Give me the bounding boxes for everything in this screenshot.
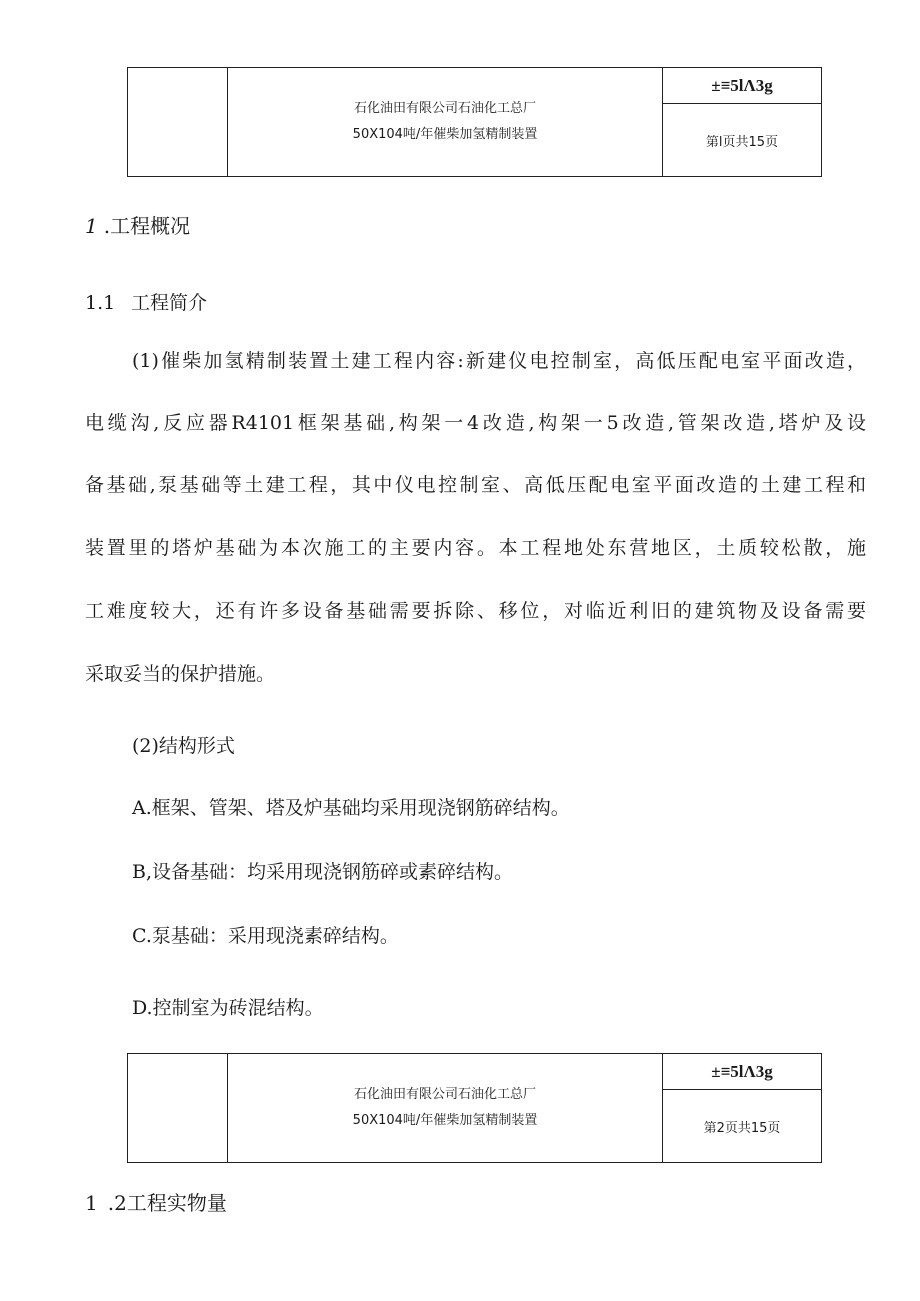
page-header-table xyxy=(127,1053,822,1163)
structure-heading: (2)结构形式 xyxy=(132,735,235,757)
header-unit: 50X104吨/年催柴加氢精制装置 xyxy=(352,1113,538,1128)
subsection-number: 1 xyxy=(85,1191,98,1215)
header-info-cell xyxy=(663,1054,821,1162)
header-doc-code: ±≡5lΛ3g xyxy=(663,68,821,104)
header-doc-code: ±≡5lΛ3g xyxy=(663,1054,821,1090)
header-title-cell xyxy=(228,1054,663,1162)
section-title: .工程概况 xyxy=(103,214,191,238)
header-unit: 50X104吨/年催柴加氢精制装置 xyxy=(352,127,538,142)
structure-item-d: D.控制室为砖混结构。 xyxy=(132,997,324,1019)
header-title-cell xyxy=(228,68,663,176)
section-heading xyxy=(85,210,190,239)
header-info-cell xyxy=(663,68,821,176)
subsection-title: .2工程实物量 xyxy=(107,1191,227,1215)
subsection-title: 工程简介 xyxy=(131,292,208,314)
paragraph-line: 电缆沟,反应器R4101框架基础,构架一4改造,构架一5改造,管架改造,塔炉及设 xyxy=(85,412,866,434)
section-number: 1 xyxy=(85,214,98,238)
header-logo-cell xyxy=(128,68,228,176)
paragraph-line: 备基础,泵基础等土建工程，其中仪电控制室、高低压配电室平面改造的土建工程和 xyxy=(85,474,866,496)
subsection-heading xyxy=(85,288,207,315)
paragraph-line: 工难度较大，还有许多设备基础需要拆除、移位，对临近利旧的建筑物及设备需要 xyxy=(85,600,866,622)
page-header-table xyxy=(127,67,822,177)
header-logo-cell xyxy=(128,1054,228,1162)
subsection-heading xyxy=(85,1187,227,1216)
header-company: 石化油田有限公司石油化工总厂 xyxy=(353,1087,536,1102)
header-company: 石化油田有限公司石油化工总厂 xyxy=(353,101,536,116)
structure-item-c: C.泵基础：采用现浇素碎结构。 xyxy=(132,925,399,947)
structure-item-b: B,设备基础：均采用现浇钢筋碎或素碎结构。 xyxy=(132,861,514,883)
header-page-number: 第2页共15页 xyxy=(703,1120,781,1136)
paragraph-line: (1)催柴加氢精制装置土建工程内容:新建仪电控制室，高低压配电室平面改造， xyxy=(132,350,866,372)
paragraph-line: 装置里的塔炉基础为本次施工的主要内容。本工程地处东营地区，土质较松散，施 xyxy=(85,537,866,559)
structure-item-a: A.框架、管架、塔及炉基础均采用现浇钢筋碎结构。 xyxy=(132,797,570,819)
paragraph-line: 采取妥当的保护措施。 xyxy=(85,663,276,685)
header-page-number: 第l页共15页 xyxy=(705,134,779,150)
subsection-number: 1.1 xyxy=(85,292,116,314)
